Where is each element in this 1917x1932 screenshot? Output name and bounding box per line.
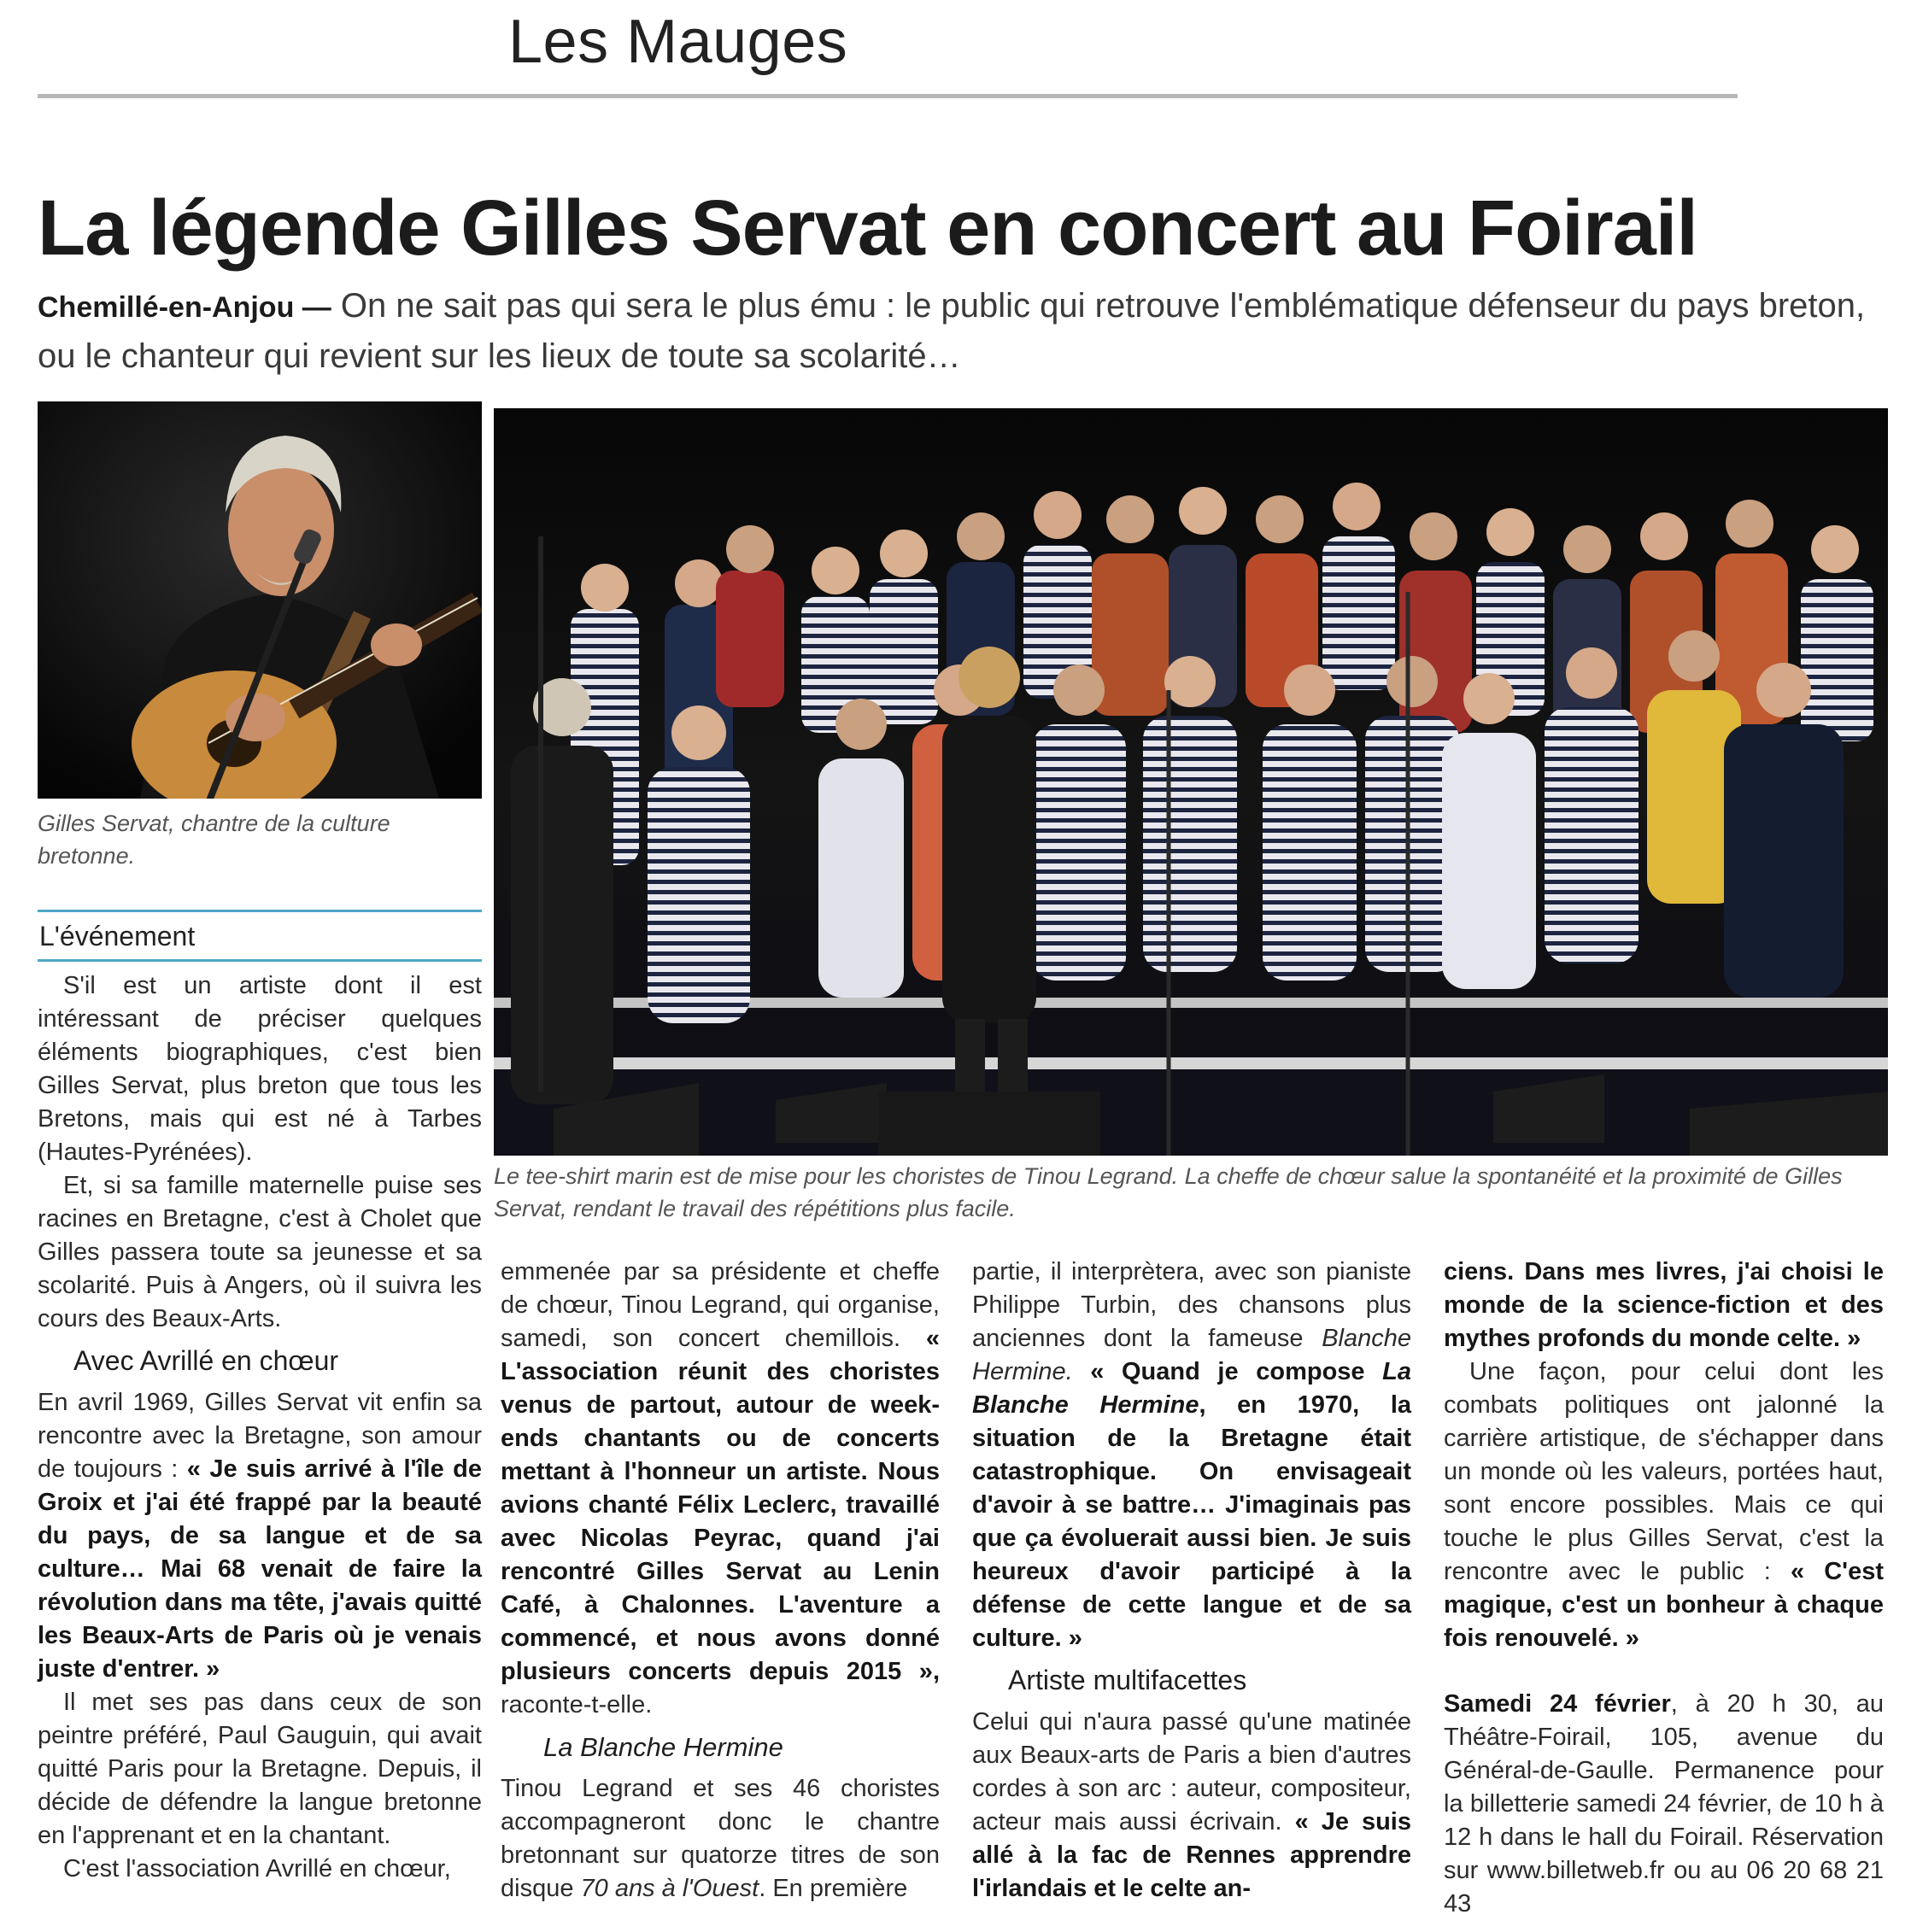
column-4 — [1444, 1256, 1884, 1921]
col3-para-2 — [972, 1706, 1411, 1906]
col3-para-2-text: Celui qui n'aura passé qu'une matinée aux Beaux-arts de Paris a bien d'autres cordes à son arc : auteur, compositeur, acteur mais aussi écrivain. — [972, 1708, 1411, 1835]
col2-para-1-end: raconte-t-elle. — [501, 1691, 653, 1718]
subhead-avrille: Avec Avrillé en chœur — [73, 1345, 339, 1376]
col4-para-1-quote: ciens. Dans mes livres, j'ai choisi le monde de la science-fiction et des mythes profonds du monde celte. » — [1444, 1258, 1884, 1352]
col2-para-2-text: Tinou Legrand et ses 46 choristes accompagneront donc le chantre bretonnant sur quatorze titres de son disque — [501, 1775, 940, 1902]
column-3 — [972, 1256, 1411, 1906]
col3-para-2-quote: « Je suis allé à la fac de Rennes apprendre l'irlandais et le celte an- — [972, 1808, 1411, 1902]
col3-quote-rest: , en 1970, la situation de la Bretagne était catastrophique. On envisageait d'avoir à se battre… J'imaginais pas que ça évoluerait aussi bien. Je suis heureux d'avoir participé à la défense de cette langue et de sa culture. » — [972, 1391, 1411, 1652]
photo-singer — [38, 401, 482, 799]
col4-info-date: Samedi 24 février — [1444, 1690, 1671, 1718]
col2-para-1 — [501, 1256, 940, 1722]
column-1 — [38, 969, 482, 1886]
standfirst — [38, 282, 1874, 381]
dateline: Chemillé-en-Anjou — — [38, 291, 331, 324]
headline: La légende Gilles Servat en concert au Foirail — [38, 184, 1697, 272]
col2-para-1-quote: « L'association réunit des choristes venus de partout, autour de week-ends chantants ou de concerts mettant à l'honneur un artiste. Nous avions chanté Félix Leclerc, travaillé avec Nicolas Peyrac, quand j'ai rencontré Gilles Servat au Lenin Café, à Chalonnes. L'aventure a commencé, et nous avons donné plusieurs concerts depuis 2015 », — [501, 1325, 940, 1685]
subhead-multifacettes: Artiste multifacettes — [1008, 1665, 1247, 1695]
event-rule-bottom — [38, 959, 482, 962]
col4-info-text: , à 20 h 30, au Théâtre-Foirail, 105, avenue du Général-de-Gaulle. Permanence pour la billetterie samedi 24 février, de 10 h à 12 h dans le hall du Foirail. Réservation sur www.billetweb.fr ou au 06 20 68 21 43 — [1444, 1690, 1884, 1917]
standfirst-text: On ne sait pas qui sera le plus ému : le public qui retrouve l'emblématique défenseur du pays breton, ou le chanteur qui revient sur les lieux de toute sa scolarité… — [38, 287, 1866, 375]
col1-para-4: Il met ses pas dans ceux de son peintre préféré, Paul Gauguin, qui avait quitté Paris pour la Bretagne. Depuis, il décide de défendre la langue bretonne en l'apprenant et en la chantant. — [38, 1689, 482, 1849]
caption-choir: Le tee-shirt marin est de mise pour les choristes de Tinou Legrand. La cheffe de chœur salue la spontanéité et la proximité de Gilles Servat, rendant le travail des répétitions plus facile. — [494, 1163, 1843, 1221]
header-rule — [38, 94, 1738, 98]
subhead-blanche-hermine: La Blanche Hermine — [543, 1732, 783, 1762]
event-title: L'événement — [39, 921, 196, 951]
col3-quote-start: « Quand je compose — [1090, 1358, 1365, 1385]
col4-para-1 — [1444, 1256, 1884, 1355]
col3-quote-song-title: La Blanche Hermine — [972, 1358, 1411, 1419]
section-name: Les Mauges — [508, 8, 848, 76]
photo-choir-illustration — [494, 408, 1888, 1156]
col1-para-2: Et, si sa famille maternelle puise ses racines en Bretagne, c'est à Cholet que Gilles passera toute sa jeunesse et sa scolarité. Puis à Angers, où il suivra les cours des Beaux-Arts. — [38, 1172, 482, 1332]
col1-para-3-quote: « Je suis arrivé à l'île de Groix et j'ai été frappé par la beauté du pays, de sa langue et de sa culture… Mai 68 venait de faire la révolution dans ma tête, j'avais quitté les Beaux-Arts de Paris où je venais juste d'entrer. » — [38, 1455, 482, 1683]
photo-choir — [494, 408, 1888, 1156]
col1-para-5: C'est l'association Avrillé en chœur, — [63, 1855, 451, 1882]
col4-para-2-text: Une façon, pour celui dont les combats politiques ont jalonné la carrière artistique, de s'échapper dans un monde où les valeurs, portées haut, sont encore possibles. Mais ce qui touche le plus Gilles Servat, c'est la rencontre avec le public : — [1444, 1358, 1884, 1585]
col3-para-1 — [972, 1256, 1411, 1655]
col4-para-2 — [1444, 1355, 1884, 1655]
col3-para-1-text: partie, il interprètera, avec son pianiste Philippe Turbin, des chansons plus anciennes dont la fameuse — [972, 1258, 1411, 1352]
caption-singer: Gilles Servat, chantre de la culture bretonne. — [38, 811, 390, 869]
col1-para-3-text: En avril 1969, Gilles Servat vit enfin sa rencontre avec la Bretagne, son amour de toujours : — [38, 1389, 482, 1483]
col2-album-title: 70 ans à l'Ouest — [580, 1875, 759, 1902]
event-box — [38, 910, 482, 962]
col1-para-3 — [38, 1386, 482, 1686]
col4-para-2-quote: « C'est magique, c'est un bonheur à chaque fois renouvelé. » — [1444, 1558, 1884, 1652]
col3-song-title: Blanche Hermine. — [972, 1325, 1411, 1385]
col2-para-2 — [501, 1772, 940, 1906]
col4-practical-info — [1444, 1688, 1884, 1921]
column-2 — [501, 1256, 940, 1906]
col2-para-2-end: . En première — [759, 1875, 908, 1902]
col2-para-1-text: emmenée par sa présidente et cheffe de chœur, Tinou Legrand, qui organise, samedi, son concert chemillois. — [501, 1258, 940, 1352]
photo-singer-illustration — [38, 401, 482, 799]
col1-para-1: S'il est un artiste dont il est intéressant de préciser quelques éléments biographiques, c'est bien Gilles Servat, plus breton que tous les Bretons, mais qui est né à Tarbes (Hautes-Pyrénées). — [38, 972, 482, 1166]
